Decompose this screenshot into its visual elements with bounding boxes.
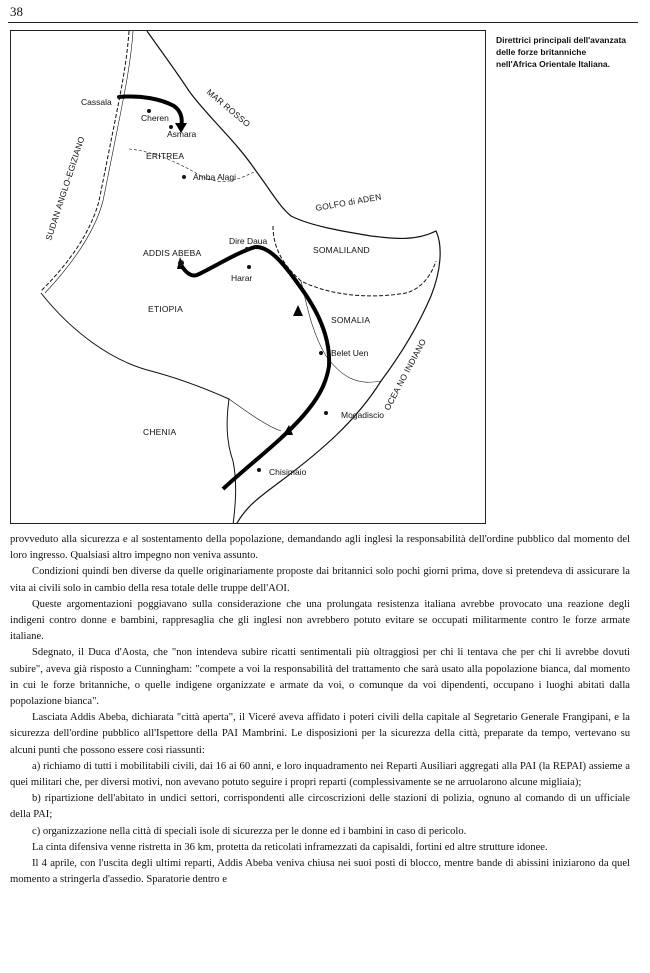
map-caption <box>496 34 644 70</box>
dot-chisimaio <box>257 468 261 472</box>
label-dire-daua: Dire Daua <box>229 236 268 246</box>
paragraph: Lasciata Addis Abeba, dichiarata "città aperta", il Viceré aveva affidato i poteri civili della capitale al Segretario Generale Frangipani, e la sicurezza dell'ordine pubblico all'Ispettore della PAI Mambrini. Le disposizioni per la sicurezza della città, preparate da tempo, vertevano su alcuni punti che possono essere così riassunti: <box>10 712 630 756</box>
caption-line: delle forze britanniche <box>496 47 587 57</box>
list-item: b) ripartizione dell'abitato in undici settori, corrispondenti alle circoscrizioni delle stazioni di polizia, ognuno al comando di un ufficiale della PAI; <box>10 793 630 821</box>
label-addis-abeba: ADDIS ABEBA <box>143 248 202 258</box>
dot-harar <box>247 265 251 269</box>
caption-line: nell'Africa Orientale Italiana. <box>496 59 610 69</box>
paragraph: provveduto alla sicurezza e al sostentamento della popolazione, demandando agli inglesi la responsabilità dell'ordine pubblico dal momento del loro ingresso. Qualsiasi altro impegno non veniva assunto. <box>10 534 630 562</box>
label-amba-alagi: Amba Alagi <box>193 172 236 182</box>
caption-line: Direttrici principali dell'avanzata <box>496 35 627 45</box>
label-oceano-indiano: OCEA NO INDIANO <box>381 337 429 412</box>
body-text <box>10 532 630 888</box>
label-etiopia: ETIOPIA <box>148 304 183 314</box>
advance-route-south <box>181 247 329 489</box>
label-harar: Harar <box>231 273 253 283</box>
label-chenia: CHENIA <box>143 427 177 437</box>
dot-addis-abeba <box>178 260 184 266</box>
border-kenya-somalia <box>229 399 281 431</box>
list-item: c) organizzazione nella città di speciali isole di sicurezza per le donne ed i bambini in caso di pericolo. <box>32 825 467 837</box>
paragraph: Condizioni quindi ben diverse da quelle originariamente proposte dai britannici solo pochi giorni prima, dove si pretendeva di assicurare la vita ai civili solo in cambio della resa totale delle truppe dell'AOI. <box>10 566 630 594</box>
paragraph: Sdegnato, il Duca d'Aosta, che "non intendeva subire ricatti sentimentali più oltraggiosi per chi li tentava che per chi li avrebbe dovuti subire", aveva già risposto a Cunningham: "compete a voi la responsabilità del trattamento che sarà usato alla popolazione bianca, dal momento in cui le forze britanniche, o quelle indigene organizzate e armate da voi, o comunque da voi dipendenti, occupano i luoghi abitati dalla popolazione bianca". <box>10 647 630 708</box>
label-cheren: Cheren <box>141 113 169 123</box>
header-rule <box>8 22 638 23</box>
label-mogadiscio: Mogadiscio <box>341 410 384 420</box>
label-belet-uen: Belet Uen <box>331 348 369 358</box>
label-somalia: SOMALIA <box>331 315 371 325</box>
advance-arrowhead-mid <box>293 305 303 316</box>
border-sudan-inner <box>45 31 133 293</box>
label-chisimaio: Chisimaio <box>269 467 307 477</box>
dot-amba-alagi <box>182 175 186 179</box>
label-somaliland: SOMALILAND <box>313 245 370 255</box>
label-asmara: Asmara <box>167 129 197 139</box>
paragraph: La cinta difensiva venne ristretta in 36 km, protetta da reticolati inframezzati da capisaldi, fortini ed altre strutture idonee. <box>32 841 548 853</box>
dot-dire-daua <box>245 247 249 251</box>
border-kenya <box>41 293 236 524</box>
label-sudan: SUDAN ANGLO-EGIZIANO <box>43 134 87 242</box>
map-drawing <box>11 31 486 524</box>
list-item: a) richiamo di tutti i mobilitabili civili, dai 16 ai 60 anni, e loro inquadramento nei Reparti Ausiliari aggregati alla PAI (la REPAI) assieme a quei militari che, per diversi motivi, non avevano potuto seguire i propri reparti (complessivamente se ne arruolarono alcune migliaia); <box>10 760 630 789</box>
map-figure <box>10 30 486 524</box>
label-cassala: Cassala <box>81 97 112 107</box>
dot-belet-uen <box>319 351 323 355</box>
label-mar-rosso: MAR ROSSO <box>204 86 253 130</box>
label-golfo-aden: GOLFO di ADEN <box>314 191 383 213</box>
label-eritrea: ERITREA <box>146 151 185 161</box>
dot-cassala <box>117 95 121 99</box>
page-number: 38 <box>10 4 23 19</box>
dot-mogadiscio <box>324 411 328 415</box>
paragraph: Il 4 aprile, con l'uscita degli ultimi reparti, Addis Abeba veniva chiusa nei suoi posti di blocco, mentre bande di abissini iniziarono da quel momento a stringerla d'assedio. Sparatorie dentro e <box>10 858 630 886</box>
border-sudan <box>41 31 129 291</box>
paragraph: Queste argomentazioni poggiavano sulla considerazione che una prolungata resistenza italiana avrebbe provocato una reazione degli indigeni contro donne e bambini, rappresaglia che gli inglesi non avrebbero potuto evitare se occupati militarmente contro le forze armate italiane. <box>10 598 630 643</box>
